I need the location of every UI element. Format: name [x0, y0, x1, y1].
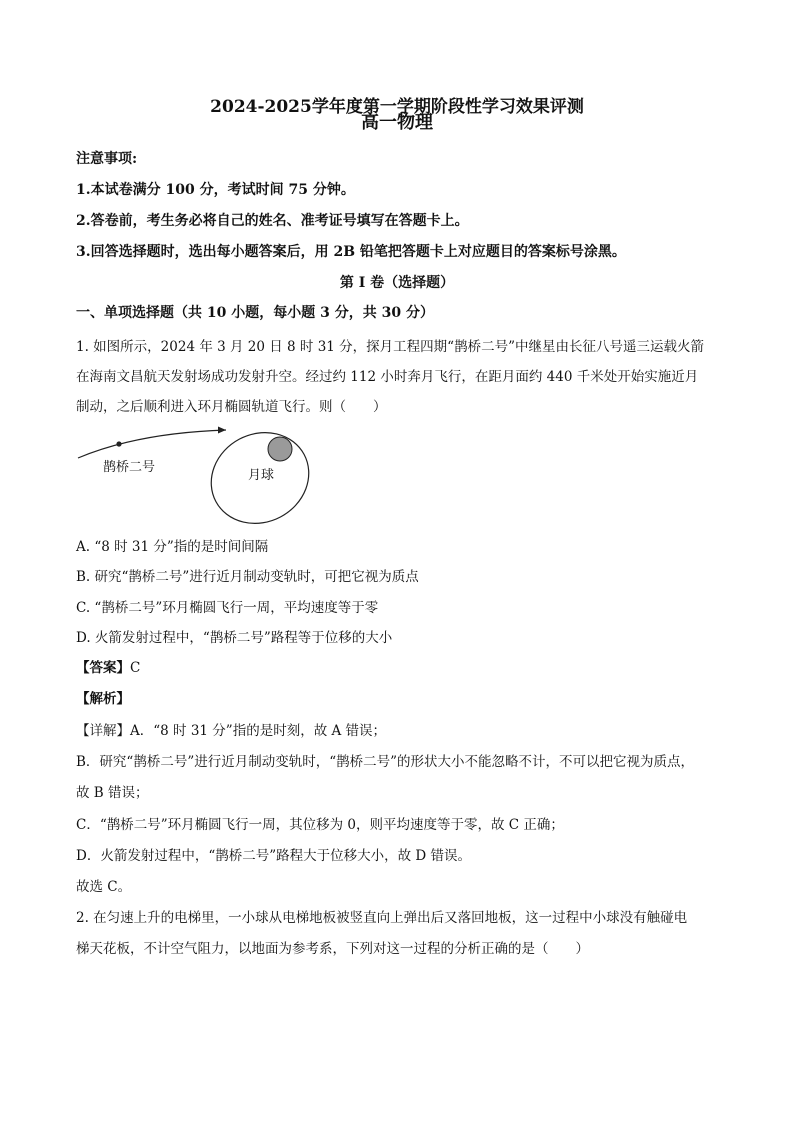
detail-line-2: B．研究“鹊桥二号”进行近月制动变轨时，“鹊桥二号”的形状大小不能忽略不计，不可以把它视为质点，	[76, 754, 695, 770]
trajectory-arrow	[218, 427, 226, 434]
answer-value: C	[130, 660, 141, 676]
q2-stem-line-1: 2. 在匀速上升的电梯里，一小球从电梯地板被竖直向上弹出后又落回地板，这一过程中小球没有触碰电	[76, 910, 688, 926]
q1-answer-row	[76, 656, 140, 676]
q2-stem-line-2: 梯天花板，不计空气阻力，以地面为参考系，下列对这一过程的分析正确的是（ ）	[76, 941, 589, 957]
transfer-trajectory	[78, 430, 226, 458]
detail-line-5: D．火箭发射过程中，“鹊桥二号”路程大于位移大小，故 D 错误。	[76, 848, 472, 864]
part-title: 一、单项选择题（共 10 小题，每小题 3 分，共 30 分）	[76, 305, 434, 321]
notice-item-3: 3.回答选择题时，选出每小题答案后，用 2B 铅笔把答题卡上对应题目的答案标号涂黑。	[76, 244, 626, 260]
notice-item-2: 2.答卷前，考生务必将自己的姓名、准考证号填写在答题卡上。	[76, 213, 469, 229]
orbit-diagram	[76, 422, 336, 532]
answer-label: 【答案】	[76, 660, 130, 676]
q1-option-b: B. 研究“鹊桥二号”进行近月制动变轨时，可把它视为质点	[76, 569, 419, 585]
q1-option-c: C. “鹊桥二号”环月椭圆飞行一周，平均速度等于零	[76, 600, 379, 616]
q1-stem-line-2: 在海南文昌航天发射场成功发射升空。经过约 112 小时奔月飞行，在距月面约 440 千米处开始实施近月	[76, 369, 699, 385]
notice-item-1: 1.本试卷满分 100 分，考试时间 75 分钟。	[76, 182, 355, 198]
exam-title: 2024-2025学年度第一学期阶段性学习效果评测	[210, 97, 584, 117]
notice-heading: 注意事项:	[76, 151, 138, 167]
q1-stem-line-1: 1. 如图所示，2024 年 3 月 20 日 8 时 31 分，探月工程四期“鹊桥二号”中继星由长征八号遥三运载火箭	[76, 339, 704, 355]
moon-label: 月球	[248, 468, 275, 483]
q1-option-d: D. 火箭发射过程中，“鹊桥二号”路程等于位移的大小	[76, 630, 393, 646]
analysis-label: 【解析】	[76, 691, 130, 707]
q1-stem-line-3: 制动，之后顺利进入环月椭圆轨道飞行。则（ ）	[76, 399, 387, 415]
q1-option-a: A. “8 时 31 分”指的是时间间隔	[76, 539, 269, 555]
detail-line-1: 【详解】A．“8 时 31 分”指的是时刻，故 A 错误；	[76, 723, 387, 739]
satellite-dot	[116, 441, 121, 446]
detail-line-4: C．“鹊桥二号”环月椭圆飞行一周，其位移为 0，则平均速度等于零，故 C 正确；	[76, 817, 564, 833]
orbit-figure	[76, 422, 336, 532]
moon-circle	[268, 437, 292, 461]
subject-title: 高一物理	[361, 112, 433, 133]
volume-title: 第 I 卷（选择题）	[339, 275, 455, 291]
detail-line-6: 故选 C。	[76, 879, 132, 895]
detail-line-3: 故 B 错误；	[76, 785, 149, 801]
satellite-label: 鹊桥二号	[103, 460, 156, 475]
